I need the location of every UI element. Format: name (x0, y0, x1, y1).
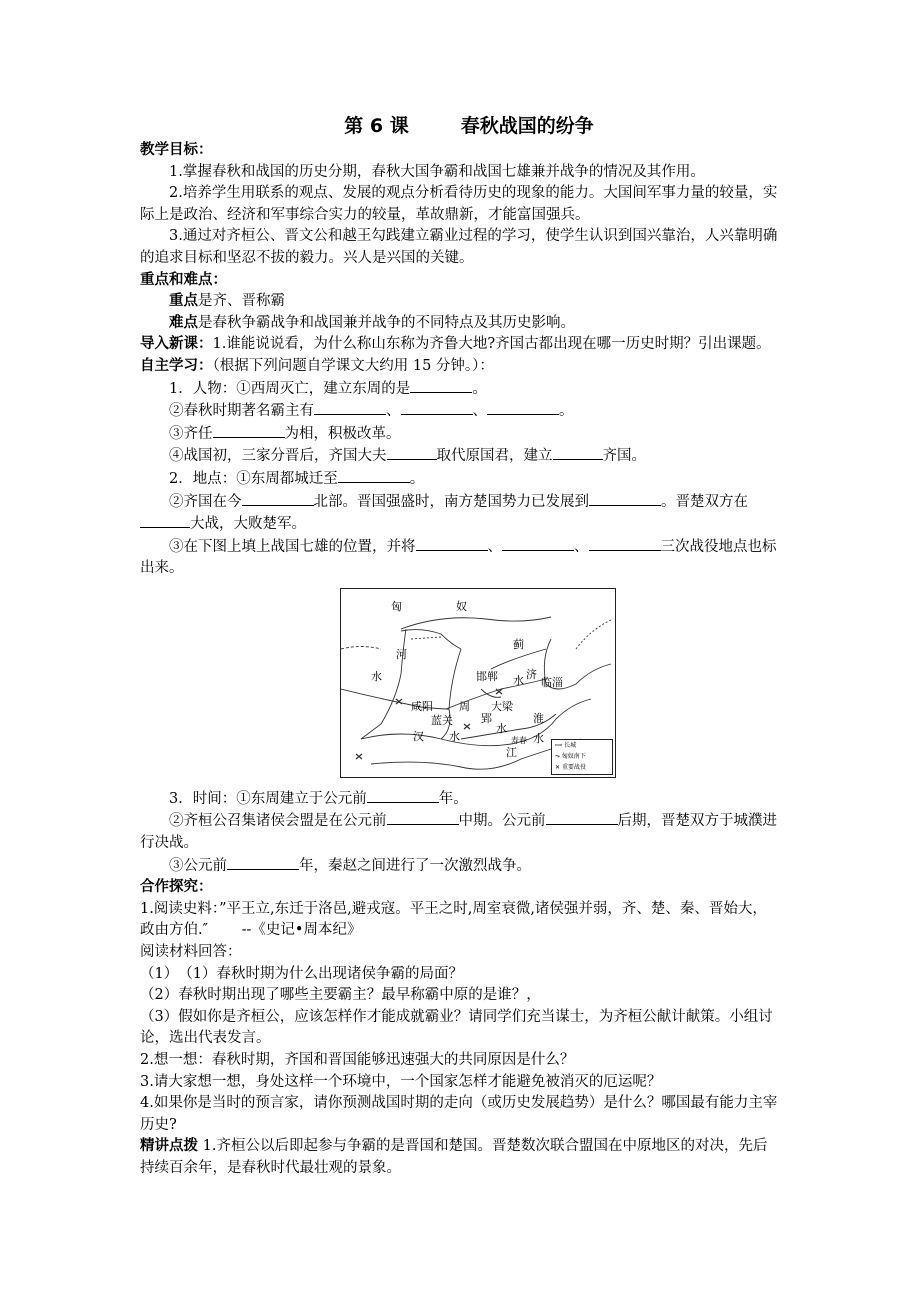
answer-blank[interactable] (387, 810, 459, 825)
cooperation-item-3: 3.请大家想一想，身处这样一个环境中，一个国家怎样才能避免被消灭的厄运呢？ (140, 1073, 662, 1090)
answer-blank[interactable] (227, 855, 299, 870)
self-study-heading: 自主学习：（根据下列问题自学课文大约用 15 分钟。）： (140, 357, 494, 374)
question-1d: ④战国初，三家分晋后，齐国大夫 取代原国君，建立 齐国。 (140, 445, 780, 468)
sub-question: （3）假如你是齐桓公，应该怎样作才能成就霸业？请同学们充当谋士，为齐桓公献计献策。小组讨论，选出代表发言。 (140, 1008, 773, 1047)
answer-blank[interactable] (589, 491, 661, 506)
map-label: 汉 (413, 729, 424, 743)
cooperation-item-4: 4.如果你是当时的预言家，请你预测战国时期的走向（或历史发展趋势）是什么？哪国最有能力主宰历史? (140, 1095, 778, 1133)
map-label: 咸阳 (411, 699, 433, 713)
key-point: 重点是齐、晋称霸 (169, 293, 285, 310)
answer-blank[interactable] (242, 491, 314, 506)
answer-blank[interactable] (367, 788, 439, 803)
map-label: 水 (533, 731, 544, 745)
answer-blank[interactable] (589, 536, 661, 551)
difficult-point: 难点是春秋争霸战争和战国兼并战争的不同特点及其历史影响。 (169, 314, 575, 331)
question-3b: ②齐桓公召集诸侯会盟是在公元前 中期。公元前 后期，晋楚双方于城濮进行决战。 (140, 810, 780, 854)
map-label: 水 (496, 721, 507, 735)
answer-blank[interactable] (546, 810, 618, 825)
map-label: 水 (371, 669, 382, 683)
warring-states-map (340, 588, 616, 778)
answer-blank[interactable] (338, 468, 410, 483)
question-2c: ③在下图上填上战国七雄的位置，并将 、 、 三次战役地点也标出来。 (140, 536, 780, 580)
map-label: 淮 (533, 711, 544, 725)
map-label: 寿春 (511, 735, 527, 745)
document-page (140, 112, 780, 1180)
answer-blank[interactable] (487, 400, 559, 415)
answer-blank[interactable] (213, 423, 285, 438)
question-1b: ②春秋时期著名霸主有 、 、 。 (140, 400, 780, 423)
map-label: 蓟 (513, 637, 524, 651)
map-label: 水 (449, 729, 460, 743)
question-3a: 3．时间：①东周建立于公元前 年。 (140, 788, 780, 811)
objective-item: 3.通过对齐桓公、晋文公和越王勾践建立霸业过程的学习，使学生认识到国兴靠治，人兴靠明确的追求目标和坚忍不拔的毅力。兴人是兴国的关键。 (140, 228, 778, 266)
legend-xiongnu-south: ⤳ 匈奴南下 (555, 752, 586, 760)
answer-blank[interactable] (387, 445, 437, 460)
question-1c: ③齐任 为相，积极改革。 (140, 423, 780, 446)
map-label: 临淄 (541, 675, 563, 689)
question-2a: 2．地点：①东周都城迁至 。 (140, 468, 780, 491)
cooperation-item-1: 1.阅读史料：”平王立,东迁于洛邑,避戎寇。平王之时,周室衰微,诸侯强并弱，齐、楚、秦、晋始大，政由方伯.″ --《史记•周本纪》 (140, 900, 767, 939)
answer-blank[interactable] (140, 513, 190, 528)
sub-question: （2）春秋时期出现了哪些主要霸主？最早称霸中原的是谁？， (140, 987, 541, 1004)
map-label: 济 (526, 667, 537, 681)
page-title: 第 6 课 春秋战国的纷争 (344, 115, 594, 137)
explain-section: 精讲点拨 1.齐桓公以后即起参与争霸的是晋国和楚国。晋楚数次联合盟国在中原地区的对决，先后持续百余年，是春秋时代最壮观的景象。 (140, 1138, 768, 1176)
question-1a: 1．人物：①西周灭亡，建立东周的是 。 (140, 378, 780, 401)
answer-blank[interactable] (416, 536, 488, 551)
map-label: 河 (396, 647, 407, 661)
key-points-heading: 重点和难点： (140, 271, 227, 288)
map-label: 奴 (456, 599, 467, 613)
sub-question: （1） （1）春秋时期为什么出现诸侯争霸的局面？ (140, 965, 463, 982)
objective-item: 2.培养学生用联系的观点、发展的观点分析看待历史的现象的能力。大国间军事力量的较量，实际上是政治、经济和军事综合实力的较量，革故鼎新，才能富国强兵。 (140, 185, 778, 223)
map-label: 蓝关 (431, 713, 453, 727)
map-label: 邯郸 (476, 669, 498, 683)
intro-section: 导入新课：1.谁能说说看，为什么称山东称为齐鲁大地?齐国古都出现在哪一历史时期？引出课题。 (140, 336, 771, 353)
cooperation-item-2: 2.想一想：春秋时期，齐国和晋国能够迅速强大的共同原因是什么？ (140, 1052, 575, 1068)
answer-blank[interactable] (410, 378, 472, 393)
map-label: 大梁 (491, 699, 513, 713)
question-3c: ③公元前 年，秦赵之间进行了一次激烈战争。 (140, 855, 780, 878)
answer-blank[interactable] (502, 536, 574, 551)
answer-blank[interactable] (553, 445, 603, 460)
map-label: 匈 (391, 599, 402, 613)
answer-blank[interactable] (401, 400, 473, 415)
objective-item: 1.掌握春秋和战国的历史分期，春秋大国争霸和战国七雄兼并战争的情况及其作用。 (169, 163, 705, 180)
map-label: 水 (513, 673, 524, 687)
question-2b: ②齐国在今 北部。晋国强盛时，南方楚国势力已发展到 。晋楚双方在大战，大败楚军。 (140, 491, 780, 536)
objectives-heading: 教学目标： (140, 142, 213, 158)
read-prompt: 阅读材料回答： (140, 944, 242, 961)
cooperation-heading: 合作探究： (140, 879, 213, 896)
answer-blank[interactable] (314, 400, 386, 415)
map-label: 江 (506, 745, 517, 759)
map-label: 周 (459, 699, 470, 713)
legend-battle: ✕ 重要战役 (555, 763, 586, 771)
map-label: 郢 (481, 711, 492, 725)
legend-great-wall: ┅┅ 长城 (555, 741, 577, 749)
map-legend (551, 739, 613, 775)
